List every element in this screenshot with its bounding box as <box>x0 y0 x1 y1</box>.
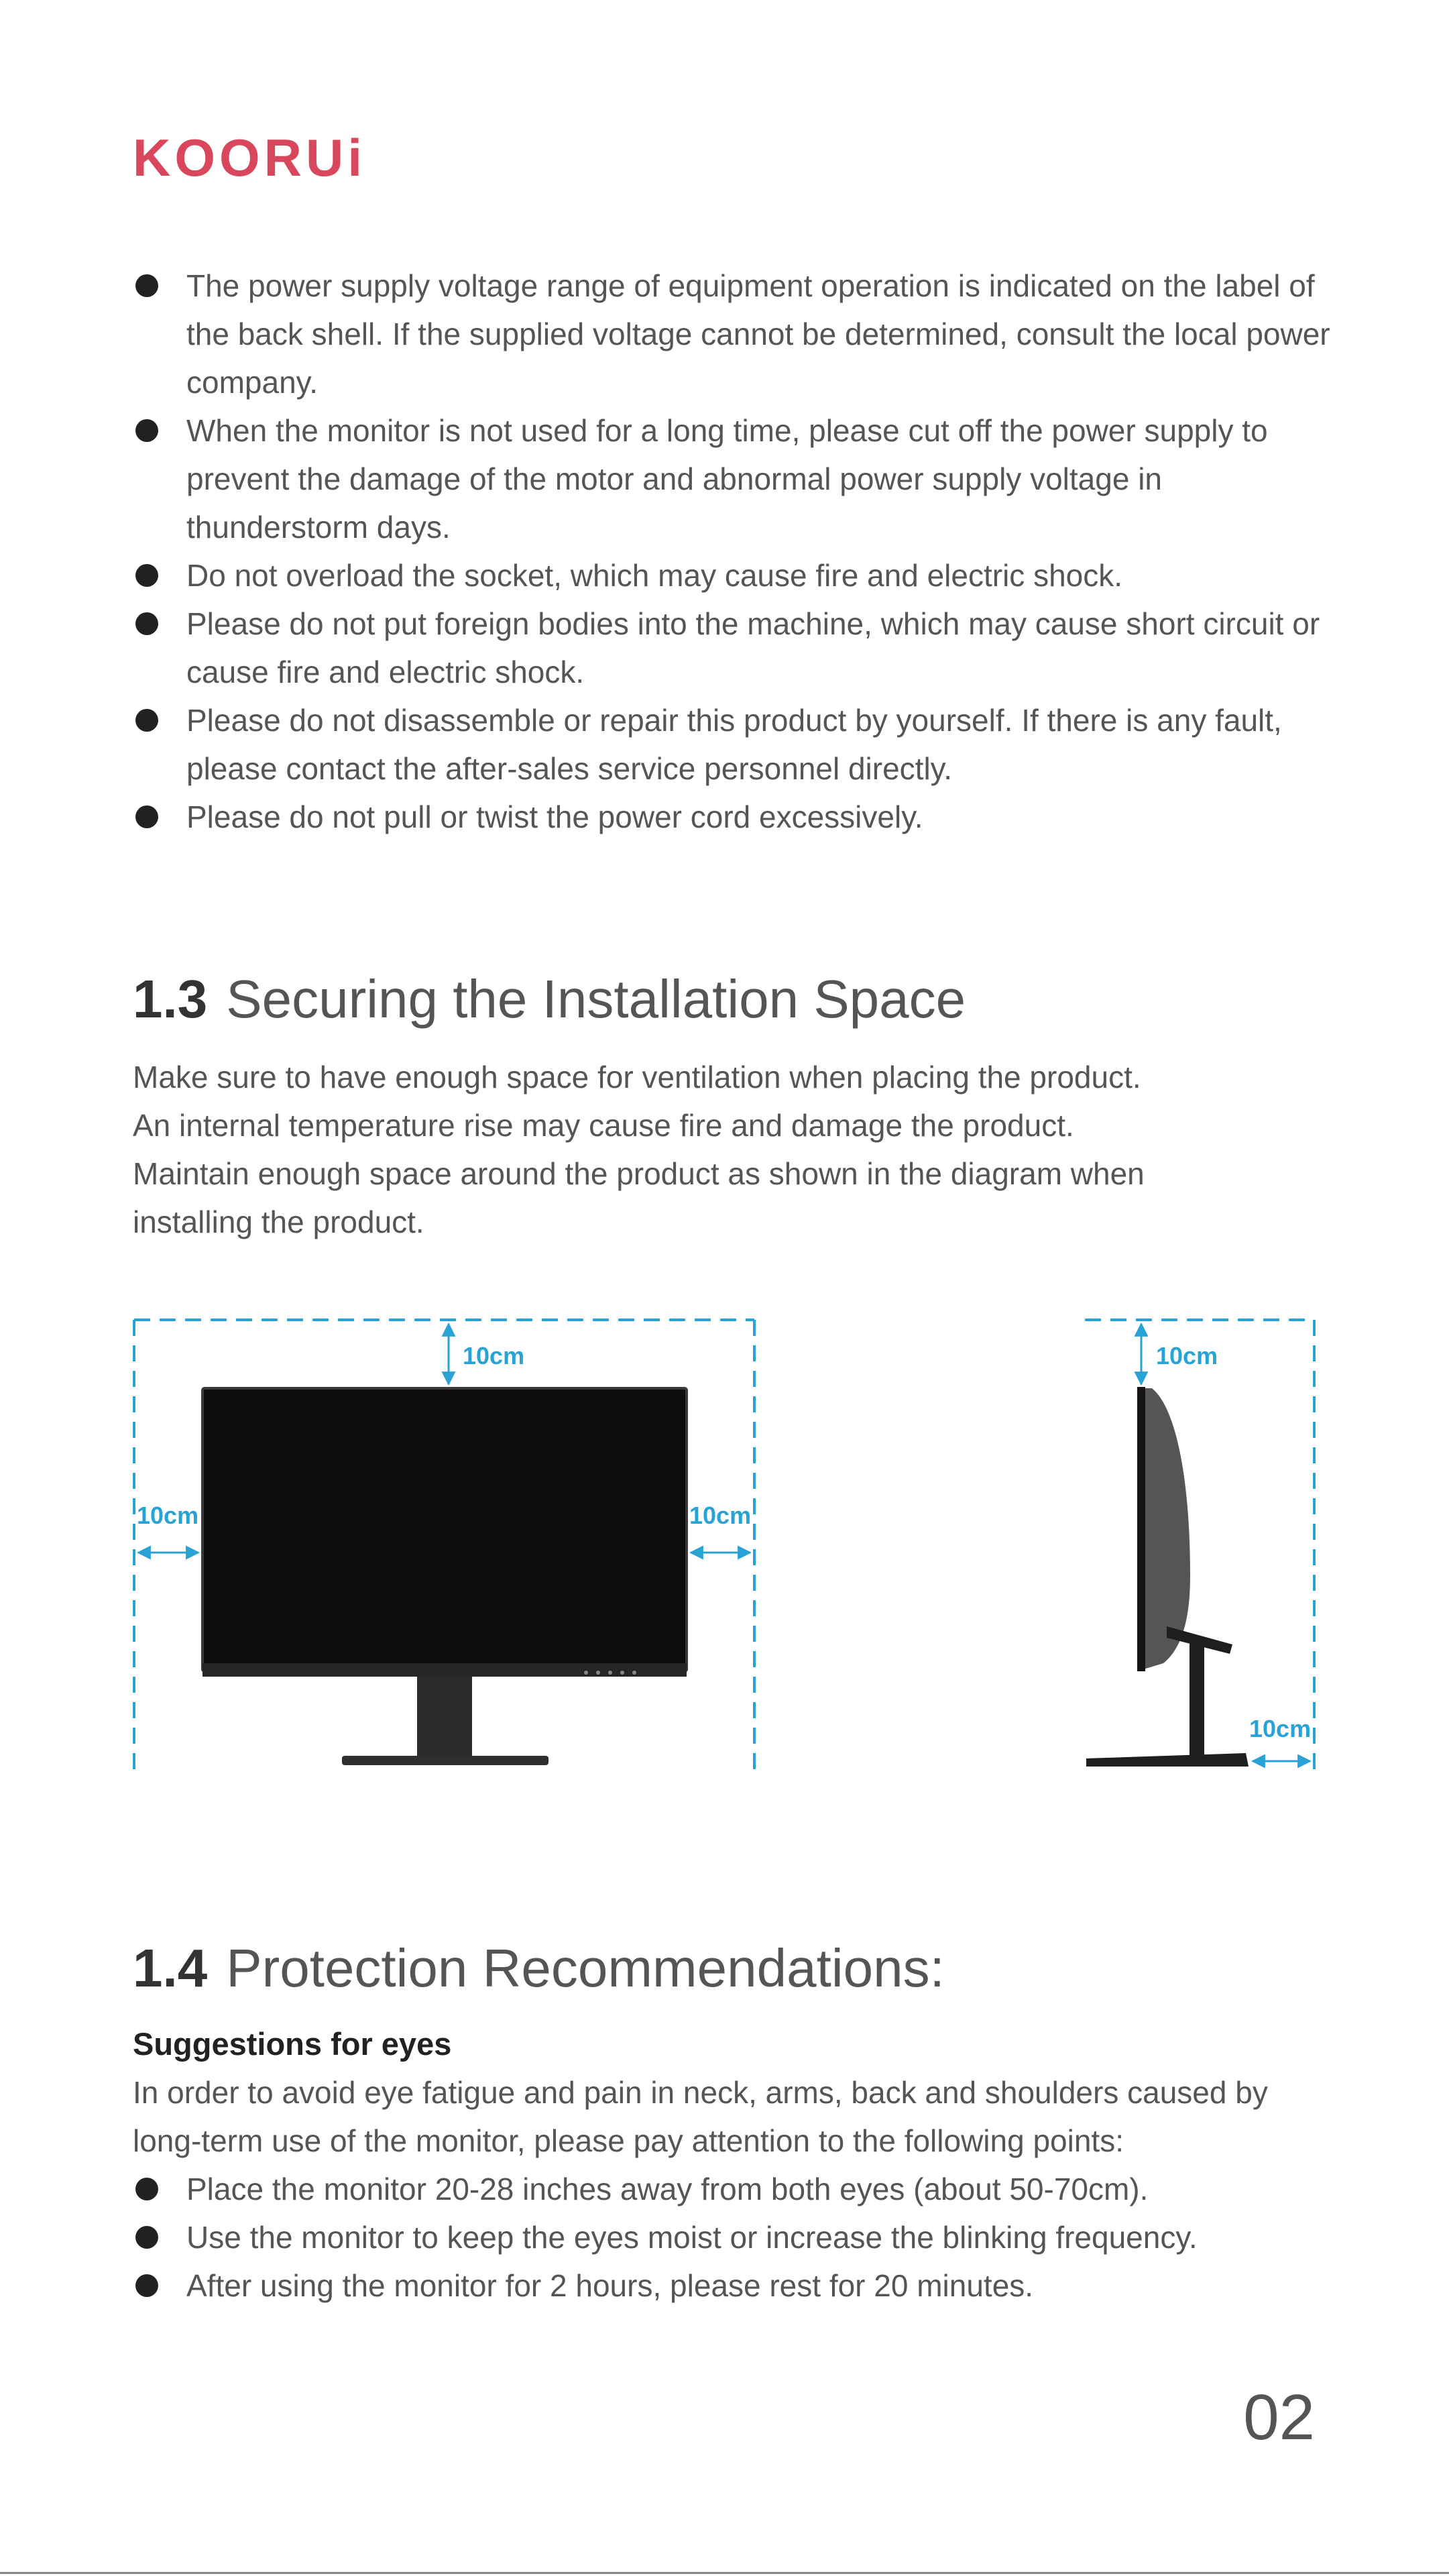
list-item: Place the monitor 20-28 inches away from both eyes (about 50-70cm). <box>133 2165 1340 2213</box>
button-dot <box>632 1671 636 1675</box>
list-item: Do not overload the socket, which may cause fire and electric shock. <box>133 551 1340 600</box>
front-left-label: 10cm <box>137 1502 199 1529</box>
button-dot <box>584 1671 588 1675</box>
monitor-side-stand-base <box>1086 1753 1249 1767</box>
list-item: When the monitor is not used for a long time, please cut off the power supply to prevent the damage of the motor and abnormal power supply voltage in thunderstorm days. <box>133 406 1340 551</box>
logo-text: KOORUi <box>133 134 366 181</box>
eye-suggestions-intro: In order to avoid eye fatigue and pain in neck, arms, back and shoulders caused by long-term use of the monitor, please pay attention to the following points: <box>133 2075 1268 2158</box>
page-bottom-divider <box>0 2572 1449 2574</box>
monitor-front-screen <box>202 1388 687 1671</box>
section-number: 1.4 <box>133 1938 208 1998</box>
list-item: Please do not put foreign bodies into the machine, which may cause short circuit or cause fire and electric shock. <box>133 600 1340 696</box>
page-number: 02 <box>1243 2382 1315 2453</box>
section-heading-1-4 <box>133 1935 945 2002</box>
front-right-label: 10cm <box>689 1502 752 1529</box>
eye-suggestions-list <box>133 2165 1340 2310</box>
list-item: Please do not disassemble or repair this product by yourself. If there is any fault, please contact the after-sales service personnel directly. <box>133 696 1340 793</box>
button-dot <box>596 1671 600 1675</box>
eye-suggestions-heading: Suggestions for eyes <box>133 2026 452 2062</box>
koorui-logo <box>133 134 374 181</box>
paragraph-line: Make sure to have enough space for ventilation when placing the product. <box>133 1060 1141 1095</box>
list-item: The power supply voltage range of equipment operation is indicated on the label of the back shell. If the supplied voltage cannot be determined, consult the local power company. <box>133 262 1340 406</box>
monitor-side-stand-post <box>1190 1639 1204 1760</box>
monitor-side-panel <box>1137 1387 1145 1671</box>
section-title: Protection Recommendations: <box>226 1938 945 1998</box>
list-item: Use the monitor to keep the eyes moist or increase the blinking frequency. <box>133 2213 1340 2261</box>
section-heading-1-3 <box>133 966 966 1033</box>
side-back-label: 10cm <box>1249 1715 1312 1742</box>
monitor-side-body <box>1141 1388 1190 1670</box>
list-item: Please do not pull or twist the power cord excessively. <box>133 793 1340 841</box>
front-top-label: 10cm <box>463 1342 525 1369</box>
clearance-diagram <box>127 1308 1334 1777</box>
monitor-front-stand-neck <box>417 1677 472 1757</box>
paragraph-line: Maintain enough space around the product as shown in the diagram when installing the product. <box>133 1156 1145 1239</box>
side-top-label: 10cm <box>1156 1342 1218 1369</box>
button-dot <box>608 1671 612 1675</box>
monitor-front-bezel <box>202 1663 687 1677</box>
button-dot <box>620 1671 624 1675</box>
installation-paragraph <box>133 1053 1340 1246</box>
section-number: 1.3 <box>133 969 208 1029</box>
section-title: Securing the Installation Space <box>226 969 966 1029</box>
paragraph-line: An internal temperature rise may cause fire and damage the product. <box>133 1108 1074 1143</box>
safety-bullet-list <box>133 262 1340 841</box>
list-item: After using the monitor for 2 hours, please rest for 20 minutes. <box>133 2261 1340 2310</box>
monitor-front-stand-base <box>342 1756 548 1765</box>
